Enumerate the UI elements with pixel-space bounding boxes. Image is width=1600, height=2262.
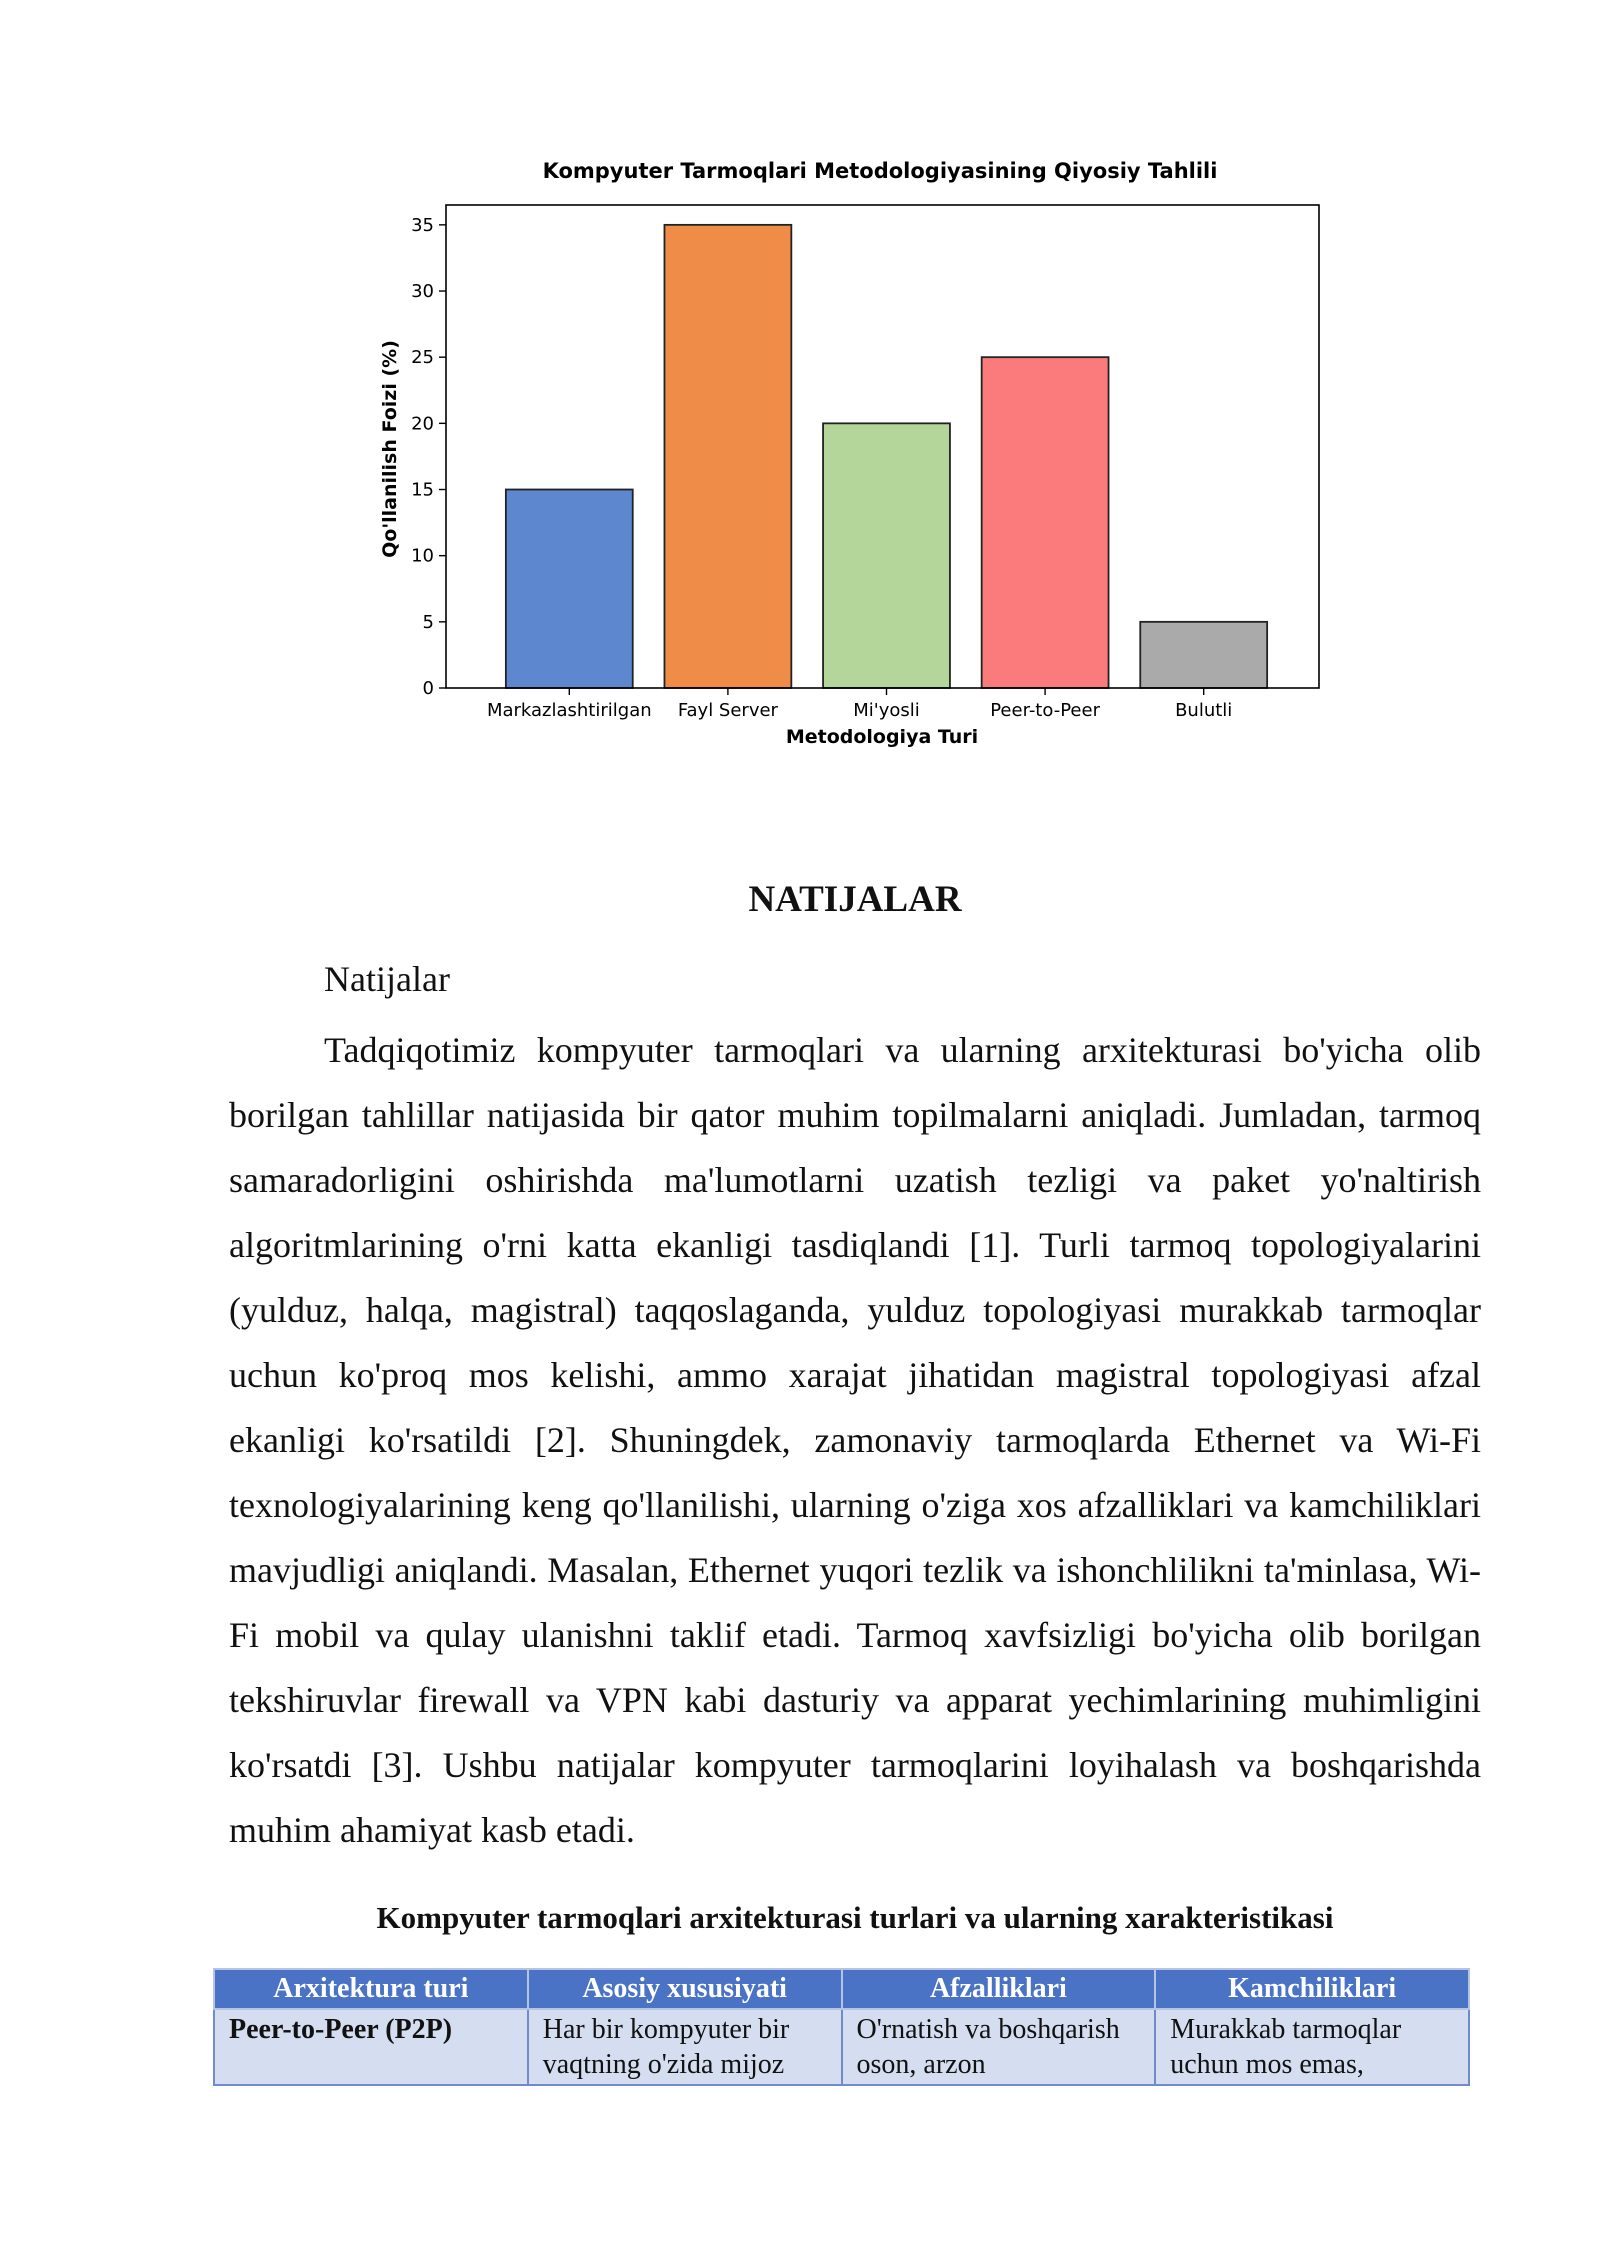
y-tick-label: 5 [422, 611, 434, 633]
x-axis-tick-labels [487, 688, 1232, 721]
bar [1140, 622, 1267, 688]
table-cell: O'rnatish va boshqarish oson, arzon [842, 2009, 1156, 2085]
y-axis-label: Qo'llanilish Foizi (%) [379, 340, 401, 558]
section-heading: NATIJALAR [748, 879, 962, 920]
table-cell: Peer-to-Peer (P2P) [214, 2009, 528, 2085]
bar [823, 423, 950, 688]
table-row [214, 2009, 1469, 2085]
table-caption: Kompyuter tarmoqlari arxitekturasi turlari va ularning xarakteristikasi [376, 1900, 1334, 1935]
y-tick-label: 25 [411, 347, 434, 369]
y-tick-label: 30 [411, 281, 434, 303]
table-header-cell: Kamchiliklari [1155, 1969, 1469, 2009]
table-cell: Murakkab tarmoqlar uchun mos emas, [1155, 2009, 1469, 2085]
x-tick-label: Bulutli [1175, 700, 1233, 721]
x-axis-label: Metodologiya Turi [785, 726, 979, 748]
y-tick-label: 0 [422, 678, 434, 699]
table-header-cell: Afzalliklari [842, 1969, 1156, 2009]
y-tick-label: 35 [411, 214, 434, 236]
bar [664, 225, 791, 688]
y-tick-label: 15 [411, 479, 434, 501]
section-subheading: Natijalar [324, 959, 450, 999]
x-tick-label: Markazlashtirilgan [486, 700, 652, 721]
x-tick-label: Peer-to-Peer [990, 700, 1100, 721]
results-paragraph: Tadqiqotimiz kompyuter tarmoqlari va ularning arxitekturasi bo'yicha olib borilgan tahlillar natijasida bir qator muhim topilmalarni aniqladi. Jumladan, tarmoq samaradorligini oshirishda ma'lumotlarni uzatish tezligi va paket yo'naltirish algoritmlarining o'rni katta ekanligi tasdiqlandi [1]. Turli tarmoq topologiyalarini (yulduz, halqa, magistral) taqqoslaganda, yulduz topologiyasi murakkab tarmoqlar uchun ko'proq mos kelishi, ammo xarajat jihatidan magistral topologiyasi afzal ekanligi ko'rsatildi [2]. Shuningdek, zamonaviy tarmoqlarda Ethernet va Wi-Fi texnologiyalarining keng qo'llanilishi, ularning o'ziga xos afzalliklari va kamchiliklari mavjudligi aniqlandi. Masalan, Ethernet yuqori tezlik va ishonchlilikni ta'minlasa, Wi-Fi mobil va qulay ulanishni taklif etadi. Tarmoq xavfsizligi bo'yicha olib borilgan tekshiruvlar firewall va VPN kabi dasturiy va apparat yechimlarining muhimligini ko'rsatdi [3]. Ushbu natijalar kompyuter tarmoqlarini loyihalash va boshqarishda muhim ahamiyat kasb etadi. [229, 1030, 1481, 1850]
table-cell: Har bir kompyuter bir vaqtning o'zida mijoz [528, 2009, 842, 2085]
y-tick-label: 20 [411, 413, 434, 435]
x-tick-label: Mi'yosli [853, 700, 920, 721]
bar [982, 357, 1109, 688]
table-header-cell: Asosiy xususiyati [528, 1969, 842, 2009]
y-tick-label: 10 [411, 545, 434, 567]
table-header-cell: Arxitektura turi [214, 1969, 528, 2009]
bars [506, 225, 1267, 688]
architecture-table [213, 1968, 1470, 2086]
bar-chart [350, 140, 1350, 780]
table-header-row [214, 1969, 1469, 2009]
y-axis-ticks [411, 215, 446, 699]
x-tick-label: Fayl Server [677, 700, 778, 721]
chart-title: Kompyuter Tarmoqlari Metodologiyasining Qiyosiy Tahlili [542, 159, 1218, 183]
bar [506, 490, 633, 688]
